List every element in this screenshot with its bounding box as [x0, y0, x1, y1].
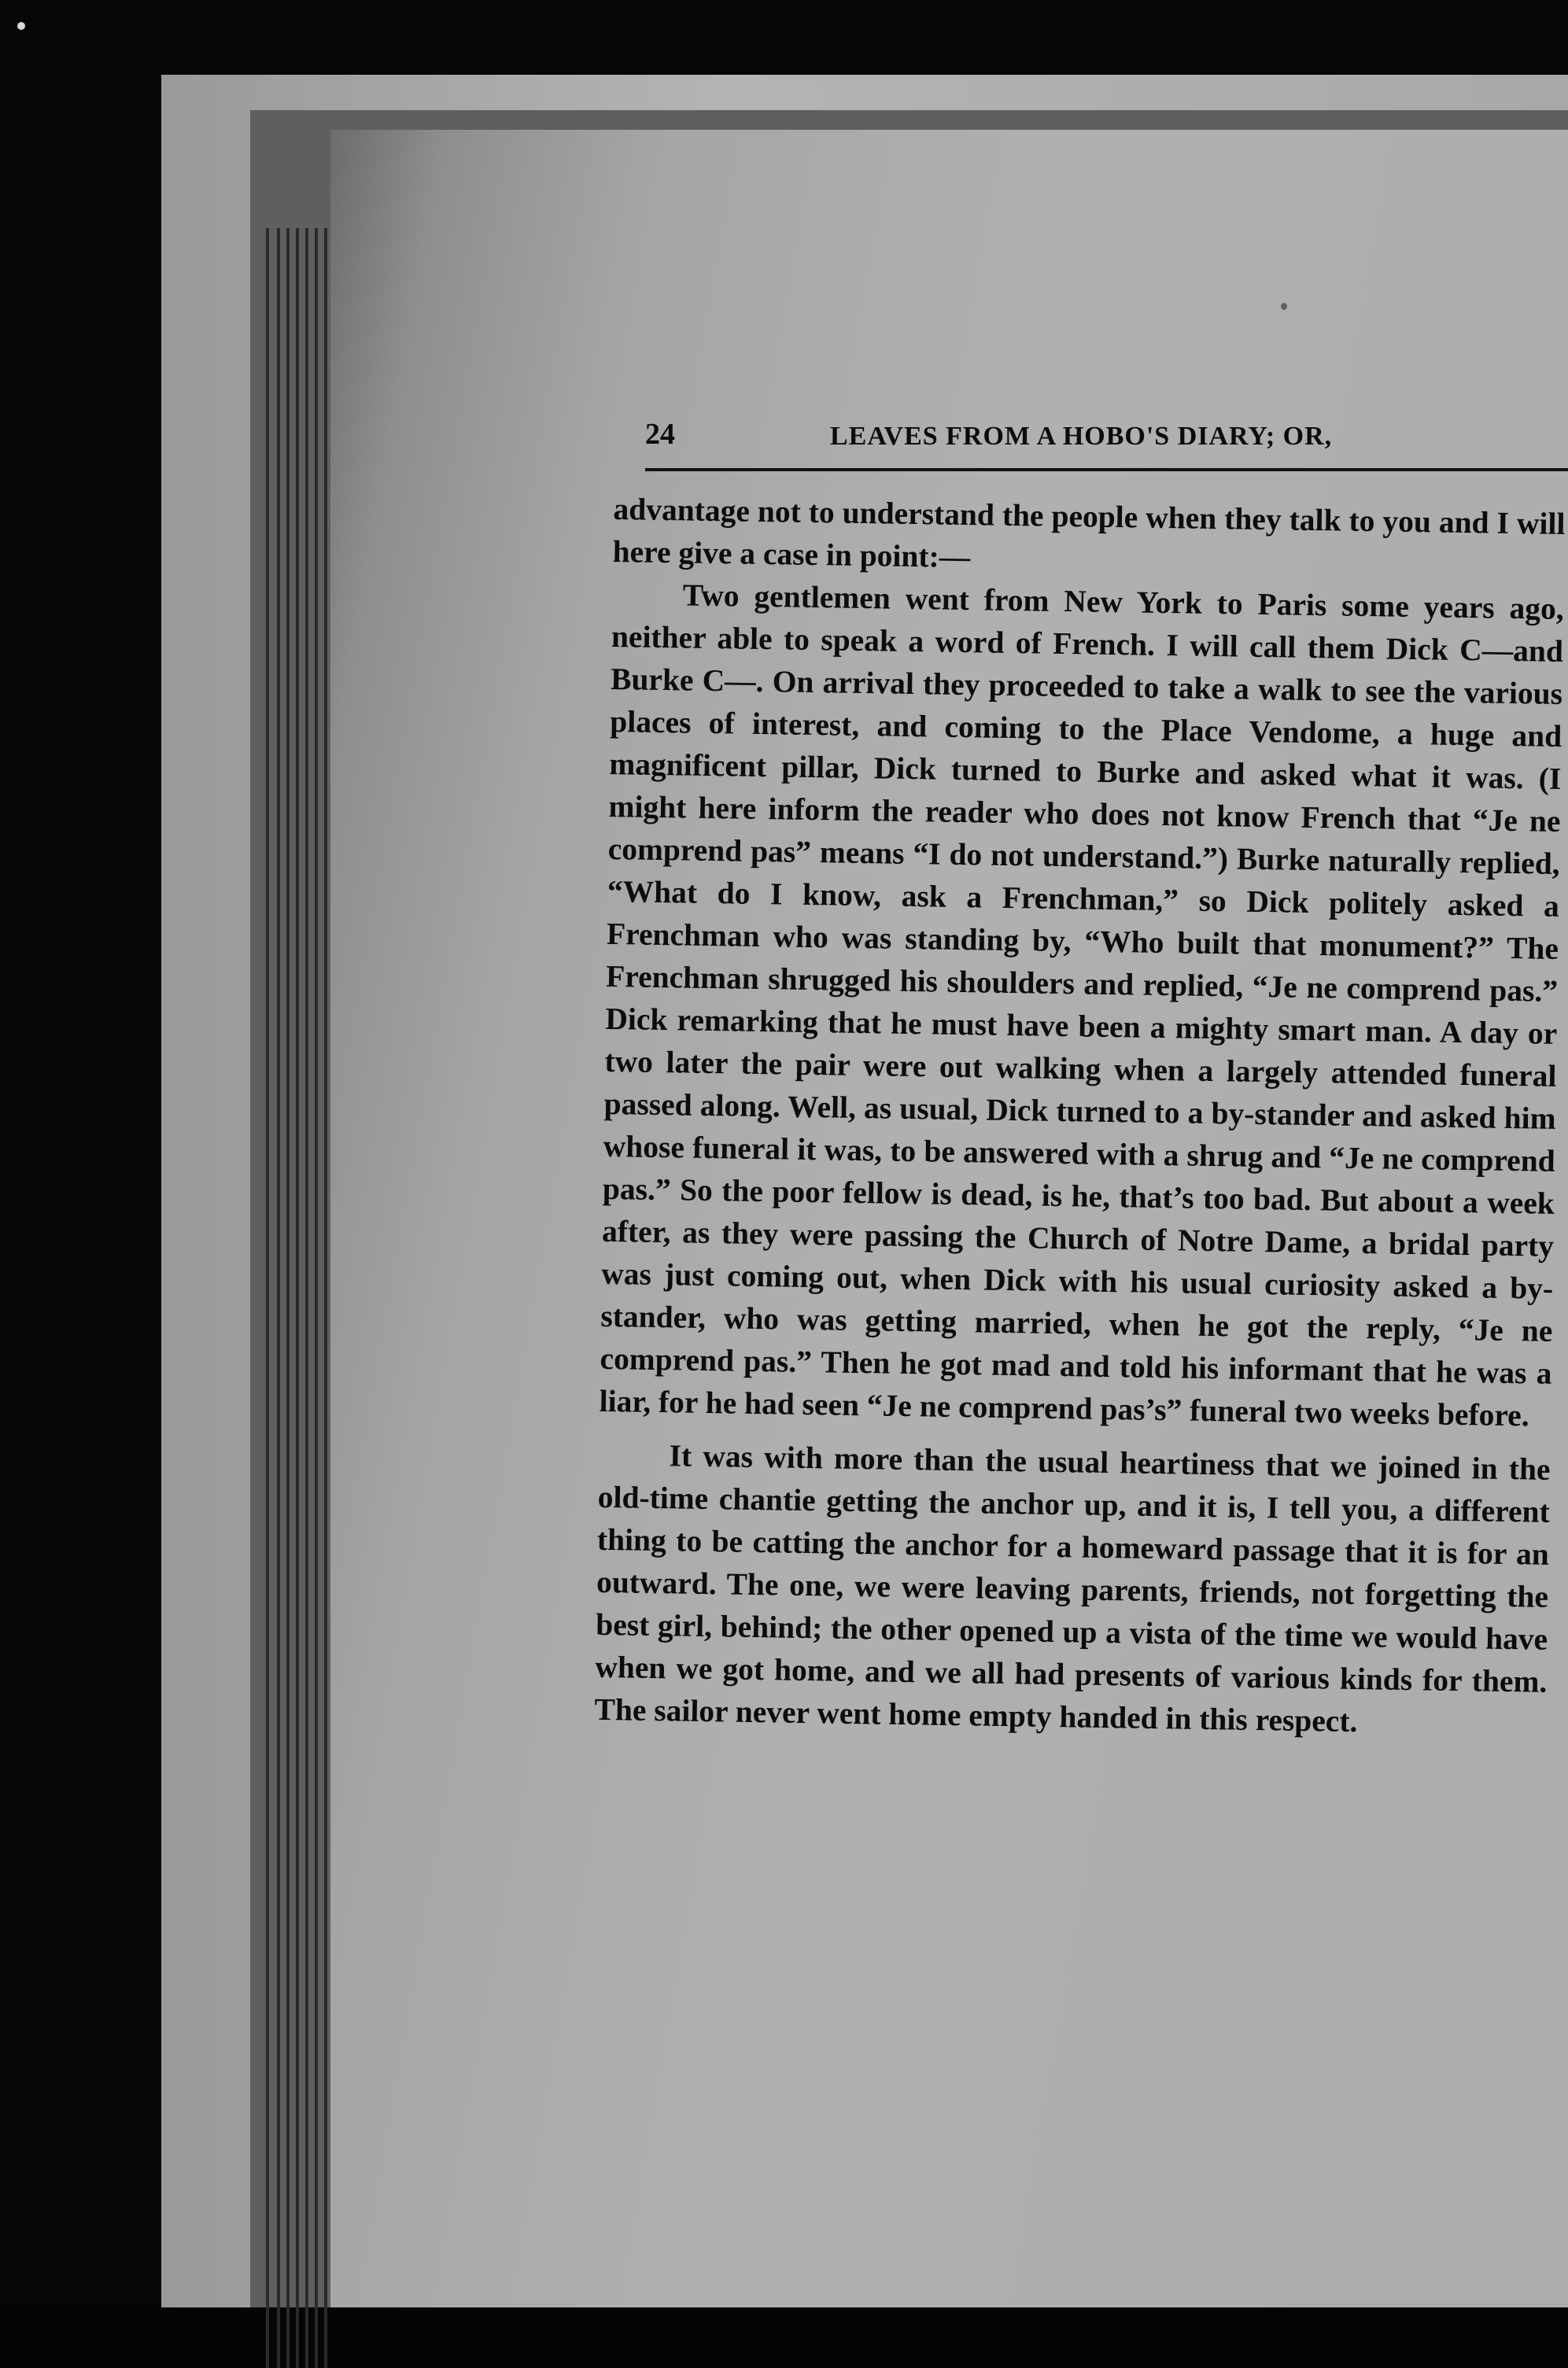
page-edge — [277, 228, 280, 2368]
header-rule — [645, 468, 1568, 471]
page-number: 24 — [645, 418, 675, 451]
page-edge — [315, 228, 318, 2368]
scan-speck — [1281, 303, 1287, 310]
page-edge — [266, 228, 269, 2368]
page-edge — [296, 228, 299, 2368]
page-body-text — [594, 488, 1566, 1746]
page-edge — [324, 228, 327, 2368]
scan-speck — [17, 22, 25, 30]
page-edge — [286, 228, 290, 2368]
running-head: LEAVES FROM A HOBO'S DIARY; OR, — [830, 422, 1333, 451]
paragraph: Two gentlemen went from New York to Paris some years ago, neither able to speak a word of French. I will call them Dick C—and Burke C—. On arrival they proceeded to take a walk to see the various places of interest, and coming to the Place Vendome, a huge and magnificent pillar, Dick turned to Burke and asked what it was. (I might here inform the reader who does not know French that “Je ne comprend pas” means “I do not understand.”) Burke naturally replied, “What do I know, ask a Frenchman,” so Dick politely asked a Frenchman who was standing by, “Who built that monument?” The Frenchman shrugged his shoulders and replied, “Je ne comprend pas.” Dick remarking that he must have been a mighty smart man. A day or two later the pair were out walking when a largely attended funeral passed along. Well, as usual, Dick turned to a by-stander and asked him whose funeral it was, to be answered with a shrug and “Je ne comprend pas.” So the poor fellow is dead, is he, that’s too bad. But about a week after, as they were passing the Church of Notre Dame, a bridal party was just coming out, when Dick with his usual curiosity asked a by-stander, who was getting married, when he got the reply, “Je ne comprend pas.” Then he got mad and told his informant that he was a liar, for he had seen “Je ne comprend pas’s” funeral two weeks before. — [599, 577, 1565, 1433]
paragraph: It was with more than the usual heartiness that we joined in the old-time chantie getting the anchor up, and it is, I tell you, a different thing to be catting the anchor for a homeward passage that it is for an outward. The one, we were leaving parents, friends, not forgetting the best girl, behind; the other opened up a vista of the time we would have when we got home, and we all had presents of various kinds for them. The sailor never went home empty handed in this respect. — [594, 1438, 1551, 1739]
page-edge — [305, 228, 308, 2368]
page-header — [645, 417, 1568, 464]
paragraph: advantage not to understand the people when they talk to you and I will here give a case in point:— — [612, 491, 1566, 575]
